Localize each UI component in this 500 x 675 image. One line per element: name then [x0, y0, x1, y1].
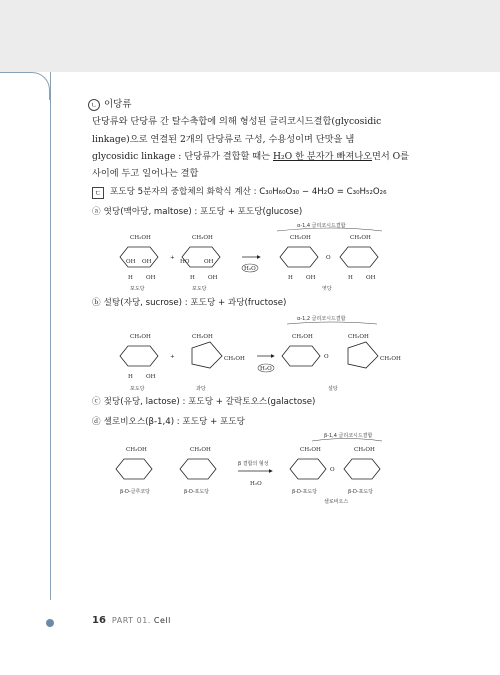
item-cellobiose: [92, 414, 432, 431]
item-text: 설탕(자당, sucrose) : 포도당 + 과당(fructose): [103, 298, 287, 309]
svg-text:CH₂OH: CH₂OH: [130, 334, 151, 341]
page-number: 16: [92, 615, 106, 626]
maltose-diagram: [92, 221, 432, 293]
paragraph-text: 면서 O를: [371, 150, 410, 162]
water-label: H₂O: [244, 266, 256, 273]
svg-text:O: O: [326, 255, 331, 262]
water-label: H₂O: [260, 366, 272, 373]
glucose-ring: [120, 235, 158, 281]
bond-label: α-1,4 글리코시드결합: [297, 223, 346, 230]
svg-text:H: H: [288, 275, 293, 282]
svg-text:CH₂OH: CH₂OH: [292, 334, 313, 341]
section-paragraph: [92, 113, 432, 182]
svg-text:설탕: 설탕: [328, 386, 338, 393]
ring-group: CH₂OH: [130, 235, 151, 242]
margin-curve: [0, 72, 50, 100]
item-marker: ⓓ: [92, 416, 101, 427]
svg-text:H: H: [128, 275, 133, 282]
svg-text:CH₂OH: CH₂OH: [126, 446, 147, 453]
svg-text:H: H: [190, 275, 195, 282]
sucrose-product: [282, 334, 401, 368]
svg-text:CH₂OH: CH₂OH: [350, 235, 371, 242]
paragraph-line: [92, 148, 432, 165]
svg-text:β-D-글루코당: β-D-글루코당: [120, 488, 150, 495]
underlined-text: H₂O 한 분자가 빠져나오: [272, 150, 372, 162]
svg-text:H: H: [128, 374, 133, 381]
cellobiose-product: [290, 447, 380, 479]
svg-text:CH₂OH: CH₂OH: [348, 334, 369, 341]
maltose-product: [280, 235, 378, 281]
svg-text:+: +: [170, 255, 175, 262]
sucrose-diagram: [92, 312, 432, 392]
svg-text:HO: HO: [180, 259, 190, 266]
item-marker: ⓐ: [92, 206, 101, 217]
section-title: 이당류: [104, 99, 132, 110]
item-text: 셀로비오스(β-1,4) : 포도당 + 포도당: [103, 416, 245, 427]
svg-text:CH₂OH: CH₂OH: [192, 235, 213, 242]
svg-text:포도당: 포도당: [130, 286, 145, 293]
footer-dot: [46, 619, 54, 627]
page-header-band: [0, 0, 500, 72]
svg-text:OH: OH: [306, 275, 316, 282]
item-text: 젖당(유당, lactose) : 포도당 + 갈락토오스(galactose): [103, 397, 316, 408]
fructose-ring: [192, 334, 245, 368]
svg-text:β-D-포도당: β-D-포도당: [292, 488, 318, 495]
cellobiose-diagram: [92, 431, 432, 507]
svg-text:H: H: [348, 275, 353, 282]
product-label: 셀로비오스: [324, 498, 349, 505]
paragraph-text: glycosidic linkage : 단당류가 결합할 때는: [92, 150, 273, 162]
part-label: [112, 616, 171, 625]
svg-text:포도당: 포도당: [192, 286, 207, 293]
page-footer: [92, 615, 171, 626]
part-title: Cell: [153, 616, 171, 625]
note-text: 포도당 5분자의 중합체의 화학식 계산 : C₃₀H₆₀O₃₀ − 4H₂O = C₃₀H₅₂O₂₆: [110, 187, 387, 198]
item-lactose: [92, 394, 432, 411]
svg-text:OH: OH: [126, 259, 136, 266]
svg-text:CH₂OH: CH₂OH: [224, 356, 245, 363]
paragraph-line: 사이에 두고 일어나는 결합: [92, 168, 199, 180]
item-text: 엿당(맥아당, maltose) : 포도당 + 포도당(glucose): [103, 206, 303, 217]
svg-text:OH: OH: [146, 275, 156, 282]
svg-text:OH: OH: [146, 374, 156, 381]
water-label: H₂O: [250, 480, 262, 487]
svg-text:OH: OH: [204, 259, 214, 266]
item-marker: ⓒ: [92, 397, 101, 408]
svg-text:O: O: [330, 466, 335, 473]
glucose-ring: [116, 447, 152, 479]
svg-text:β-D-포도당: β-D-포도당: [184, 488, 210, 495]
glucose-ring: [120, 334, 158, 380]
paragraph-line: linkage)으로 연결된 2개의 단당류로 구성, 수용성이며 단맛을 냄: [92, 133, 355, 145]
svg-text:OH: OH: [142, 259, 152, 266]
svg-text:OH: OH: [208, 275, 218, 282]
margin-rule: [50, 72, 51, 600]
page-content: [92, 96, 432, 507]
item-marker: ⓑ: [92, 298, 101, 309]
sucrose-structure: [92, 312, 432, 392]
maltose-structure: [92, 221, 432, 293]
bond-label: β-1,4 글리코시드결합: [324, 432, 373, 439]
svg-text:OH: OH: [366, 275, 376, 282]
svg-text:엿당: 엿당: [322, 286, 332, 293]
svg-text:CH₂OH: CH₂OH: [354, 446, 375, 453]
svg-text:CH₂OH: CH₂OH: [290, 235, 311, 242]
paragraph-line: 단당류와 단당류 간 탈수축합에 의해 형성된 글리코시드결합(glycosidic: [92, 116, 382, 128]
svg-text:β-D-포도당: β-D-포도당: [348, 488, 374, 495]
section-heading: [88, 96, 432, 113]
bond-label: α-1,2 글리코시드결합: [297, 316, 346, 323]
item-sucrose: [92, 295, 432, 312]
cellobiose-structure: [92, 431, 432, 507]
svg-text:CH₂OH: CH₂OH: [380, 356, 401, 363]
formula-note: [92, 184, 432, 201]
svg-text:과당: 과당: [196, 386, 206, 393]
svg-text:CH₂OH: CH₂OH: [300, 446, 321, 453]
svg-text:O: O: [324, 354, 329, 361]
item-maltose: [92, 204, 432, 221]
svg-text:CH₂OH: CH₂OH: [190, 446, 211, 453]
note-marker: ㄷ: [92, 187, 104, 199]
glucose-ring: [180, 235, 220, 281]
svg-text:CH₂OH: CH₂OH: [192, 334, 213, 341]
section-marker: ㄴ: [88, 99, 100, 111]
part-number: PART 01.: [111, 616, 151, 625]
svg-text:포도당: 포도당: [130, 386, 145, 393]
reaction-label: β 결합의 형성: [238, 460, 269, 467]
glucose-ring: [180, 447, 216, 479]
svg-text:+: +: [170, 354, 175, 361]
